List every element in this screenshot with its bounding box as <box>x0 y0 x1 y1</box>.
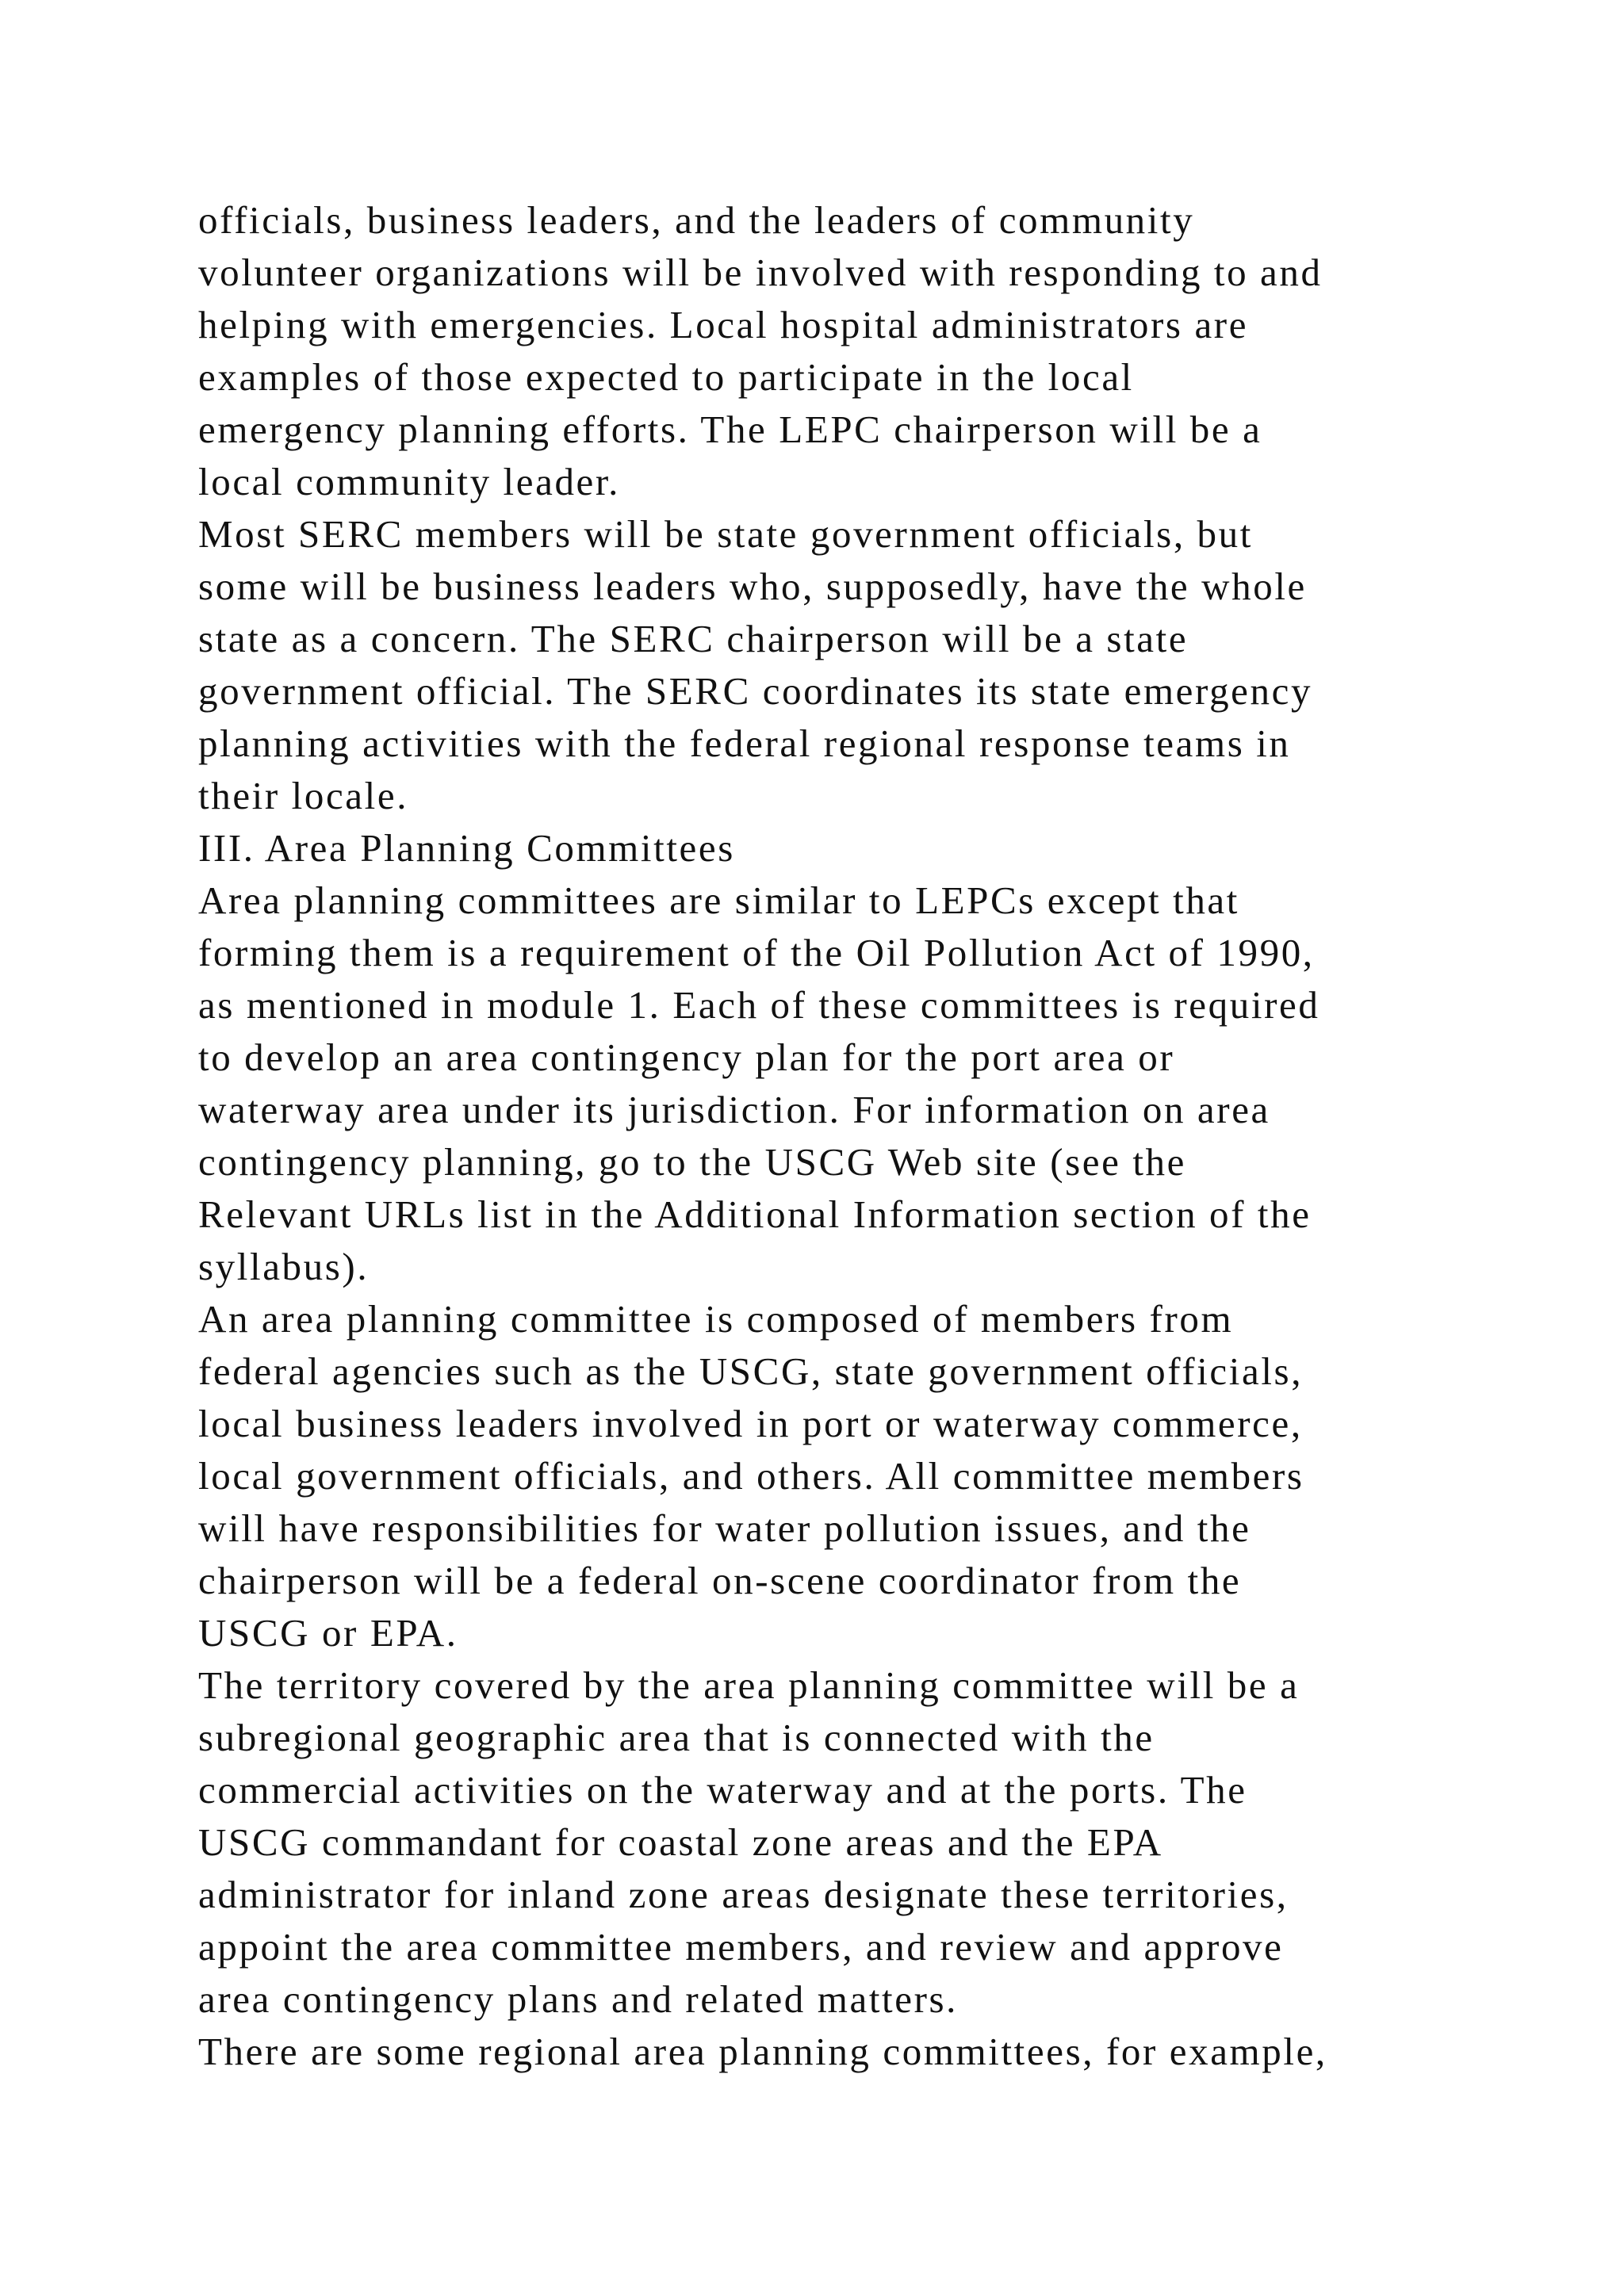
text-line: contingency planning, go to the USCG Web site (see the <box>198 1140 1187 1184</box>
section-heading: III. Area Planning Committees <box>198 826 735 870</box>
text-line: area contingency plans and related matters. <box>198 1977 959 2021</box>
text-line: local community leader. <box>198 460 620 503</box>
text-line: subregional geographic area that is connected with the <box>198 1716 1155 1759</box>
text-line: administrator for inland zone areas designate these territories, <box>198 1873 1289 1916</box>
text-line: appoint the area committee members, and review and approve <box>198 1925 1284 1969</box>
text-line: planning activities with the federal regional response teams in <box>198 721 1291 765</box>
text-line: federal agencies such as the USCG, state government officials, <box>198 1349 1304 1393</box>
body-text <box>198 194 1499 2078</box>
text-line: will have responsibilities for water pollution issues, and the <box>198 1506 1251 1550</box>
text-line: emergency planning efforts. The LEPC chairperson will be a <box>198 408 1262 451</box>
text-line: chairperson will be a federal on-scene coordinator from the <box>198 1559 1242 1602</box>
text-line: USCG or EPA. <box>198 1611 458 1655</box>
text-line: volunteer organizations will be involved with responding to and <box>198 251 1323 294</box>
text-line: local government officials, and others. All committee members <box>198 1454 1304 1498</box>
text-line: government official. The SERC coordinates its state emergency <box>198 669 1313 713</box>
text-line: waterway area under its jurisdiction. For information on area <box>198 1088 1270 1131</box>
text-line: Most SERC members will be state government officials, but <box>198 512 1253 556</box>
text-line: There are some regional area planning committees, for example, <box>198 2030 1327 2073</box>
text-line: officials, business leaders, and the leaders of community <box>198 198 1195 242</box>
text-line: as mentioned in module 1. Each of these committees is required <box>198 983 1320 1027</box>
text-line: USCG commandant for coastal zone areas and the EPA <box>198 1820 1163 1864</box>
text-line: examples of those expected to participate in the local <box>198 355 1134 399</box>
text-line: syllabus). <box>198 1245 370 1288</box>
text-line: Relevant URLs list in the Additional Information section of the <box>198 1192 1312 1236</box>
text-line: forming them is a requirement of the Oil Pollution Act of 1990, <box>198 931 1315 974</box>
text-line: local business leaders involved in port or waterway commerce, <box>198 1402 1303 1445</box>
text-line: commercial activities on the waterway and at the ports. The <box>198 1768 1247 1812</box>
text-line: An area planning committee is composed of members from <box>198 1297 1234 1341</box>
text-line: helping with emergencies. Local hospital administrators are <box>198 303 1249 346</box>
text-line: The territory covered by the area planning committee will be a <box>198 1663 1300 1707</box>
text-line: some will be business leaders who, supposedly, have the whole <box>198 564 1307 608</box>
text-line: their locale. <box>198 774 409 817</box>
text-line: Area planning committees are similar to LEPCs except that <box>198 878 1239 922</box>
text-line: state as a concern. The SERC chairperson will be a state <box>198 617 1189 660</box>
text-line: to develop an area contingency plan for the port area or <box>198 1035 1175 1079</box>
